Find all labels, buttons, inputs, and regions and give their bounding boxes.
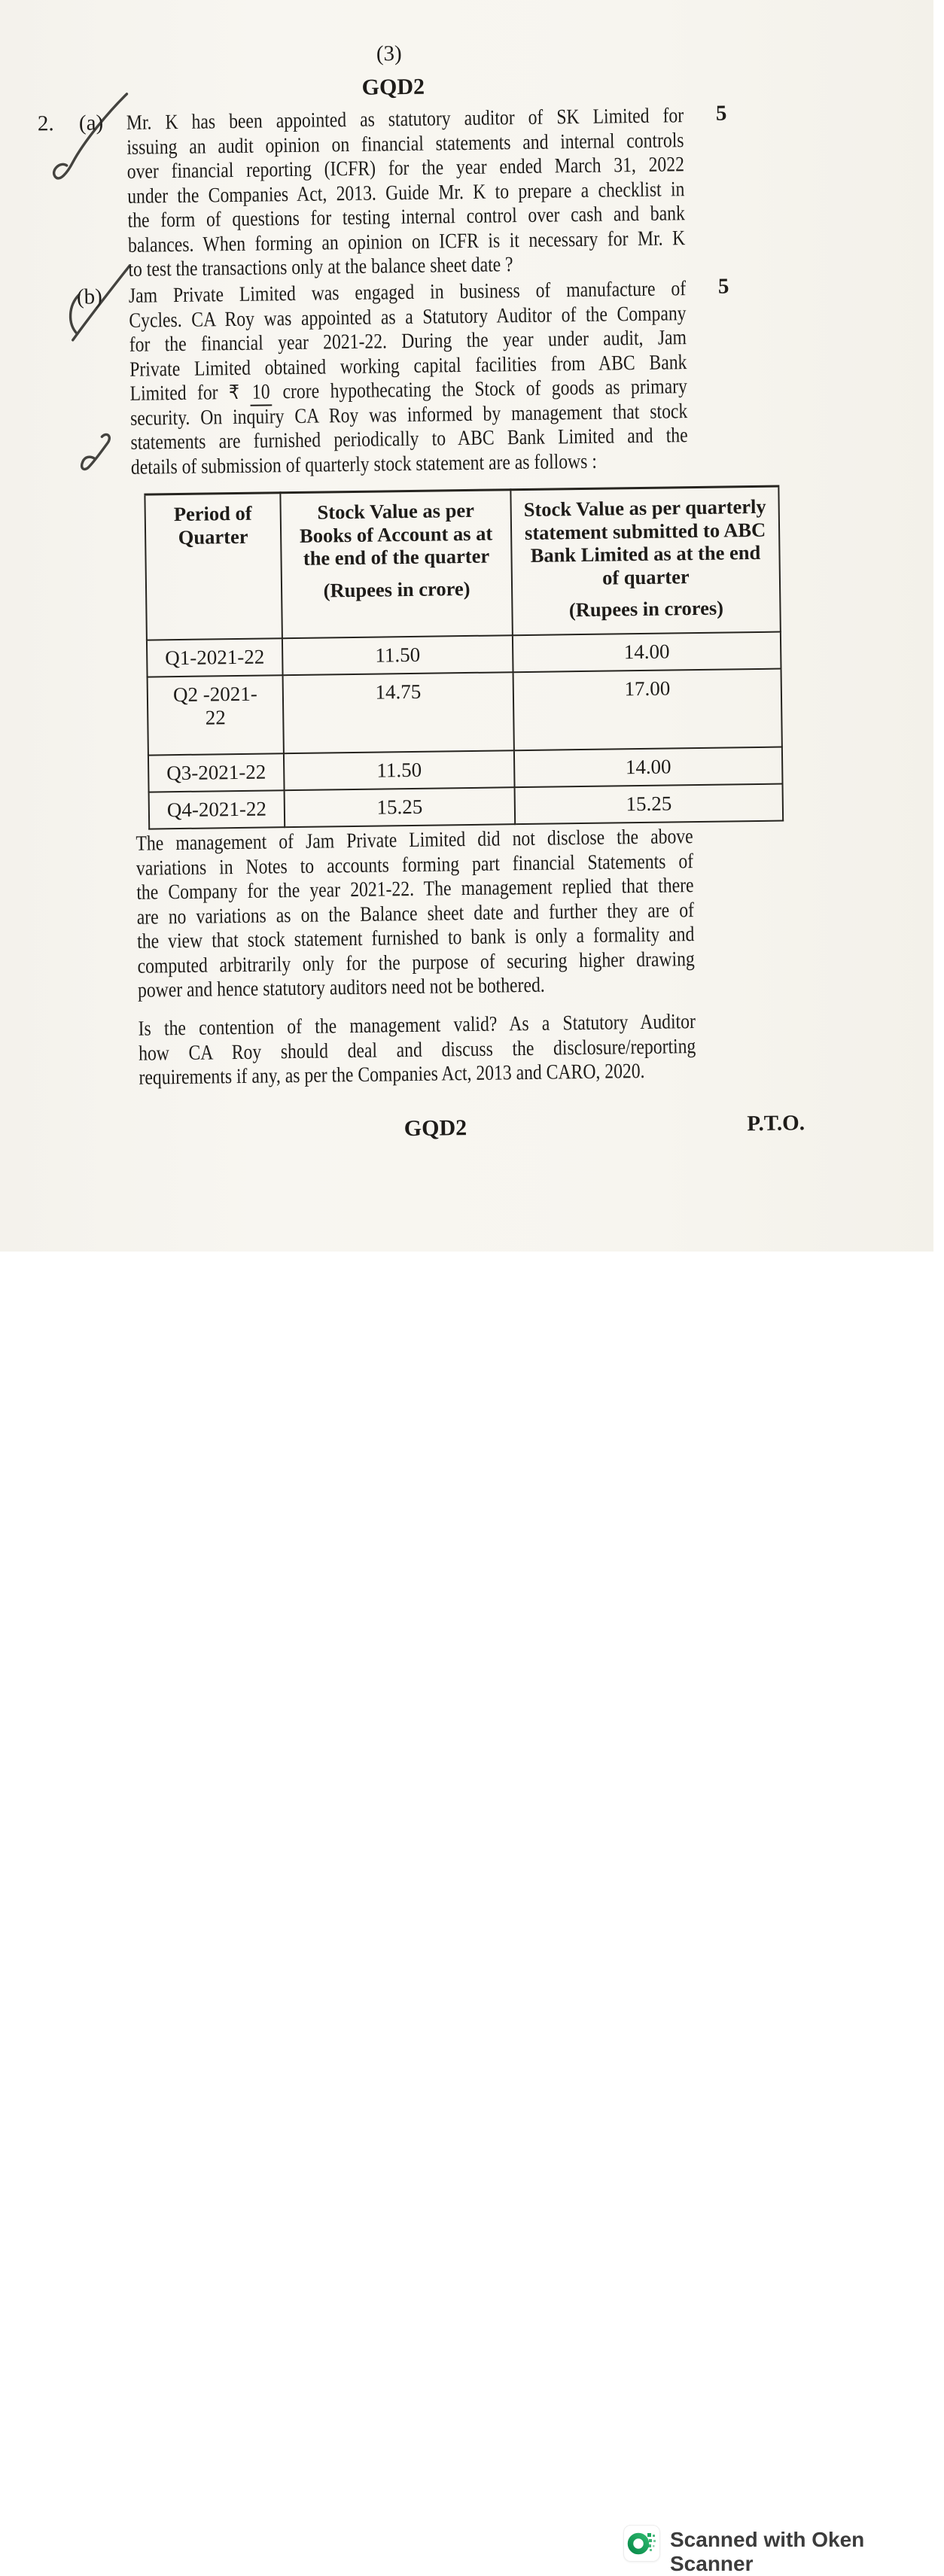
rupee-symbol: ₹: [228, 381, 240, 405]
text-line: Is the contention of the management valid? As a Statutory Auditor: [138, 1010, 696, 1041]
rupee-suffix: crore hypothecating the Stock of goods as primary: [271, 375, 688, 404]
bank-value-cell: 14.00: [513, 631, 781, 672]
scanner-watermark-text: Scanned with Oken Scanner: [670, 2528, 865, 2575]
paper-code-footer: GQD2: [403, 1115, 467, 1142]
text-line: balances. When forming an opinion on ICFR is it necessary for Mr. K: [127, 226, 686, 257]
text-line: details of submission of quarterly stock statement are as follows :: [130, 449, 598, 479]
text-line: the view that stock statement furnished to bank is only a formality and: [136, 923, 695, 953]
books-value-cell: 15.25: [285, 787, 516, 827]
column-header-books: Stock Value as per Books of Account as at the end of the quarter (Rupees in crore): [280, 490, 513, 638]
text-line: for the financial year 2021-22. During the year under audit, Jam: [129, 326, 687, 357]
text-line: Mr. K has been appointed as statutory auditor of SK Limited for: [126, 104, 684, 135]
text-line: power and hence statutory auditors need not be bothered.: [137, 973, 545, 1002]
period-cell: Q2 -2021- 22: [148, 675, 284, 755]
paper-code-header: GQD2: [361, 74, 425, 100]
table-header-row: [145, 486, 780, 640]
stock-statement-table: [144, 485, 784, 830]
part-b-paragraph: [129, 277, 689, 480]
text-line: Private Limited obtained working capital facilities from ABC Bank: [129, 350, 687, 382]
period-cell: Q4-2021-22: [149, 790, 285, 829]
part-a-marks: 5: [715, 101, 727, 126]
part-a-paragraph: [126, 104, 686, 282]
table-row: [149, 783, 784, 829]
text-line: statements are furnished periodically to ABC Bank Limited and the: [130, 424, 688, 455]
books-value-cell: 11.50: [282, 635, 513, 675]
rupee-prefix: Limited for: [129, 381, 230, 406]
column-header-period: Period of Quarter: [145, 493, 282, 640]
part-a-label: (a): [78, 111, 104, 135]
margin-scribble-icon: [81, 434, 110, 469]
bank-value-cell: 15.25: [515, 783, 784, 824]
text-line: the Company for the year 2021-22. The management replied that there: [136, 874, 694, 905]
text-line: Cycles. CA Roy was appointed as a Statutory Auditor of the Company: [129, 301, 687, 333]
part-b-marks: 5: [717, 274, 729, 299]
text-line: requirements if any, as per the Companies Act, 2013 and CARO, 2020.: [139, 1059, 645, 1090]
question-number: 2.: [37, 111, 54, 136]
tick-through-part-a-icon: [53, 94, 128, 178]
text-line: The management of Jam Private Limited did not disclose the above: [136, 825, 693, 856]
column-header-bank: Stock Value as per quarterly statement submitted to ABC Bank Limited as at the end of quarter (Rupees in crores): [510, 486, 780, 635]
text-line: security. On inquiry CA Roy was informed by management that stock: [129, 399, 688, 430]
period-cell: Q3-2021-22: [148, 753, 285, 792]
books-value-cell: 11.50: [284, 750, 515, 790]
text-line: to test the transactions only at the balance sheet date ?: [128, 253, 513, 281]
text-line: over financial reporting (ICFR) for the year ended March 31, 2022: [126, 153, 685, 184]
closing-paragraph-2: [138, 1010, 696, 1090]
text-line: Jam Private Limited was engaged in business of manufacture of: [128, 277, 687, 308]
closing-paragraph-1: [136, 825, 695, 1003]
text-line: are no variations as on the Balance sheet date and further they are of: [136, 898, 695, 929]
text-line: how CA Roy should deal and discuss the disclosure/reporting: [138, 1034, 696, 1066]
bank-value-cell: 17.00: [513, 668, 782, 750]
table-row: [148, 668, 782, 755]
oken-scanner-icon: [623, 2525, 660, 2562]
text-line: variations in Notes to accounts forming part financial Statements of: [136, 849, 694, 880]
books-value-cell: 14.75: [283, 672, 514, 753]
bank-value-cell: 14.00: [514, 747, 783, 787]
underlined-amount: 10: [250, 380, 272, 406]
scanner-footer: [0, 1252, 933, 2575]
text-line: computed arbitrarily only for the purpose of securing higher drawing: [137, 947, 695, 978]
text-line: the form of questions for testing internal control over cash and bank: [127, 202, 685, 233]
pto-label: P.T.O.: [747, 1111, 805, 1136]
text-line: under the Companies Act, 2013. Guide Mr. K to prepare a checklist in: [127, 177, 685, 208]
part-b-label: (b): [76, 284, 102, 309]
page-number: (3): [376, 41, 402, 66]
text-line: issuing an audit opinion on financial statements and internal controls: [126, 128, 684, 160]
period-cell: Q1-2021-22: [147, 638, 283, 677]
